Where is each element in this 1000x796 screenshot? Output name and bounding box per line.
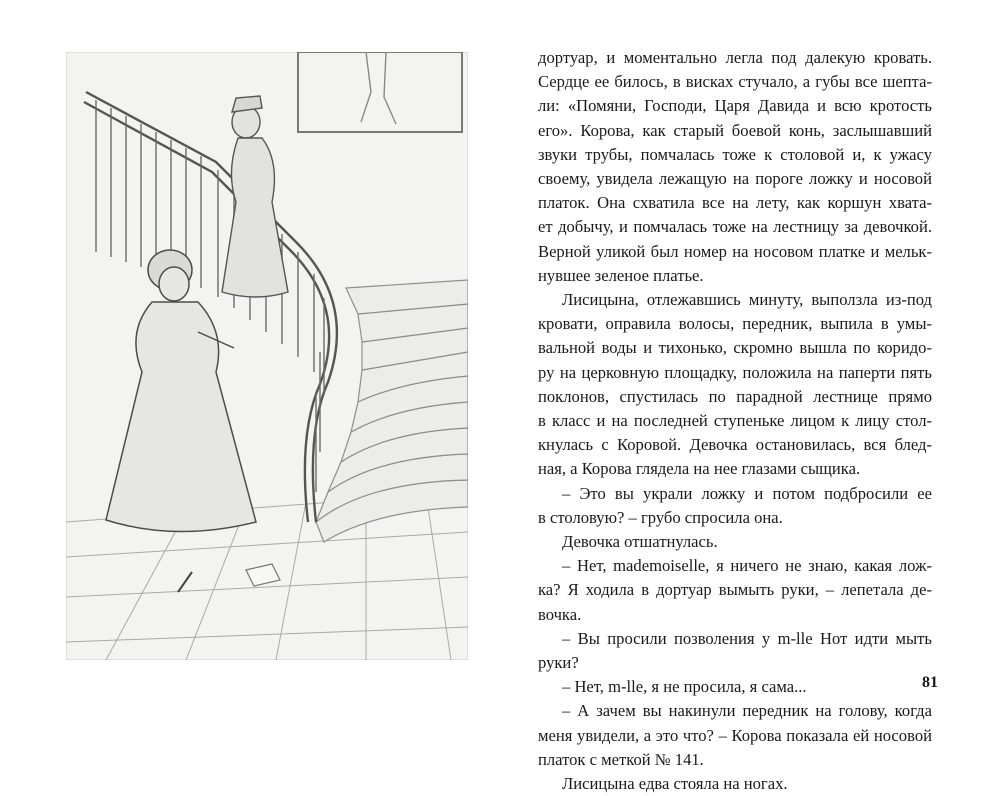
- paragraph-2: [538, 288, 932, 482]
- text-line: ли: «Помяни, Господи, Царя Давида и всю кротость: [538, 96, 932, 116]
- paragraph-3: [538, 482, 932, 530]
- text-line: кнулась с Коровой. Девочка остановилась, вся блед-: [538, 435, 932, 455]
- text-line: ет добычу, и помчалась тоже на лестницу за девочкой.: [538, 217, 932, 237]
- text-line: своему, увидела лежащую на пороге ложку и носовой: [538, 169, 932, 189]
- paragraph-8: [538, 699, 932, 772]
- text-line: Девочка отшатнулась.: [562, 532, 718, 552]
- paragraph-7: [538, 675, 932, 699]
- text-line: ру на церковную площадку, положила на паперти пять: [538, 362, 932, 382]
- text-line: звуки трубы, помчалась тоже к столовой и, к ужасу: [538, 144, 932, 164]
- text-line: вальной воды и тихонько, скромно вышла по коридо-: [538, 338, 932, 358]
- paragraph-9: [538, 772, 932, 796]
- text-line: – Нет, mademoiselle, я ничего не знаю, какая лож-: [562, 556, 932, 576]
- text-line: Лисицына едва стояла на ногах.: [562, 774, 788, 794]
- pencil-drawing: [66, 52, 468, 660]
- paragraph-6: [538, 627, 932, 675]
- text-line: – Это вы украли ложку и потом подбросили ее: [562, 483, 932, 503]
- text-line: ная, а Корова глядела на нее глазами сыщика.: [538, 459, 861, 479]
- text-line: платок с меткой № 141.: [538, 749, 704, 769]
- text-line: ка? Я ходила в дортуар вымыть руки, – лепетала де-: [538, 580, 932, 600]
- text-line: – Нет, m-lle, я не просила, я сама...: [562, 677, 807, 697]
- paragraph-5: [538, 554, 932, 627]
- text-line: вочка.: [538, 604, 582, 624]
- page-number: 81: [922, 674, 938, 691]
- text-line: – Вы просили позволения у m-lle Нот идти мыть: [562, 628, 932, 648]
- text-line: нувшее зеленое платье.: [538, 265, 704, 285]
- text-line: меня увидели, а это что? – Корова показала ей носовой: [538, 725, 932, 745]
- text-line: – А зачем вы накинули передник на голову, когда: [562, 701, 932, 721]
- text-line: Верной уликой был номер на носовом платке и мельк-: [538, 241, 932, 261]
- paragraph-4: [538, 530, 932, 554]
- text-line: дортуар, и моментально легла под далекую кровать.: [538, 48, 932, 67]
- text-line: платок. Она схватила все на лету, как коршун хвата-: [538, 193, 932, 213]
- text-line: Сердце ее билось, в висках стучало, а губы все шепта-: [538, 72, 932, 92]
- text-line: в столовую? – грубо спросила она.: [538, 507, 783, 527]
- text-column: [538, 46, 932, 796]
- staircase-illustration: [66, 52, 468, 660]
- text-line: кровати, оправила волосы, передник, выпила в умы-: [538, 314, 932, 334]
- paragraph-1: [538, 46, 932, 288]
- text-line: руки?: [538, 653, 579, 673]
- text-line: в класс и на последней ступеньке лицом к лицу стол-: [538, 411, 932, 431]
- text-line: Лисицына, отлежавшись минуту, выползла из-под: [562, 290, 932, 310]
- text-line: его». Корова, как старый боевой конь, заслышавший: [538, 120, 932, 140]
- text-line: поклонов, спустилась по парадной лестнице прямо: [538, 386, 932, 406]
